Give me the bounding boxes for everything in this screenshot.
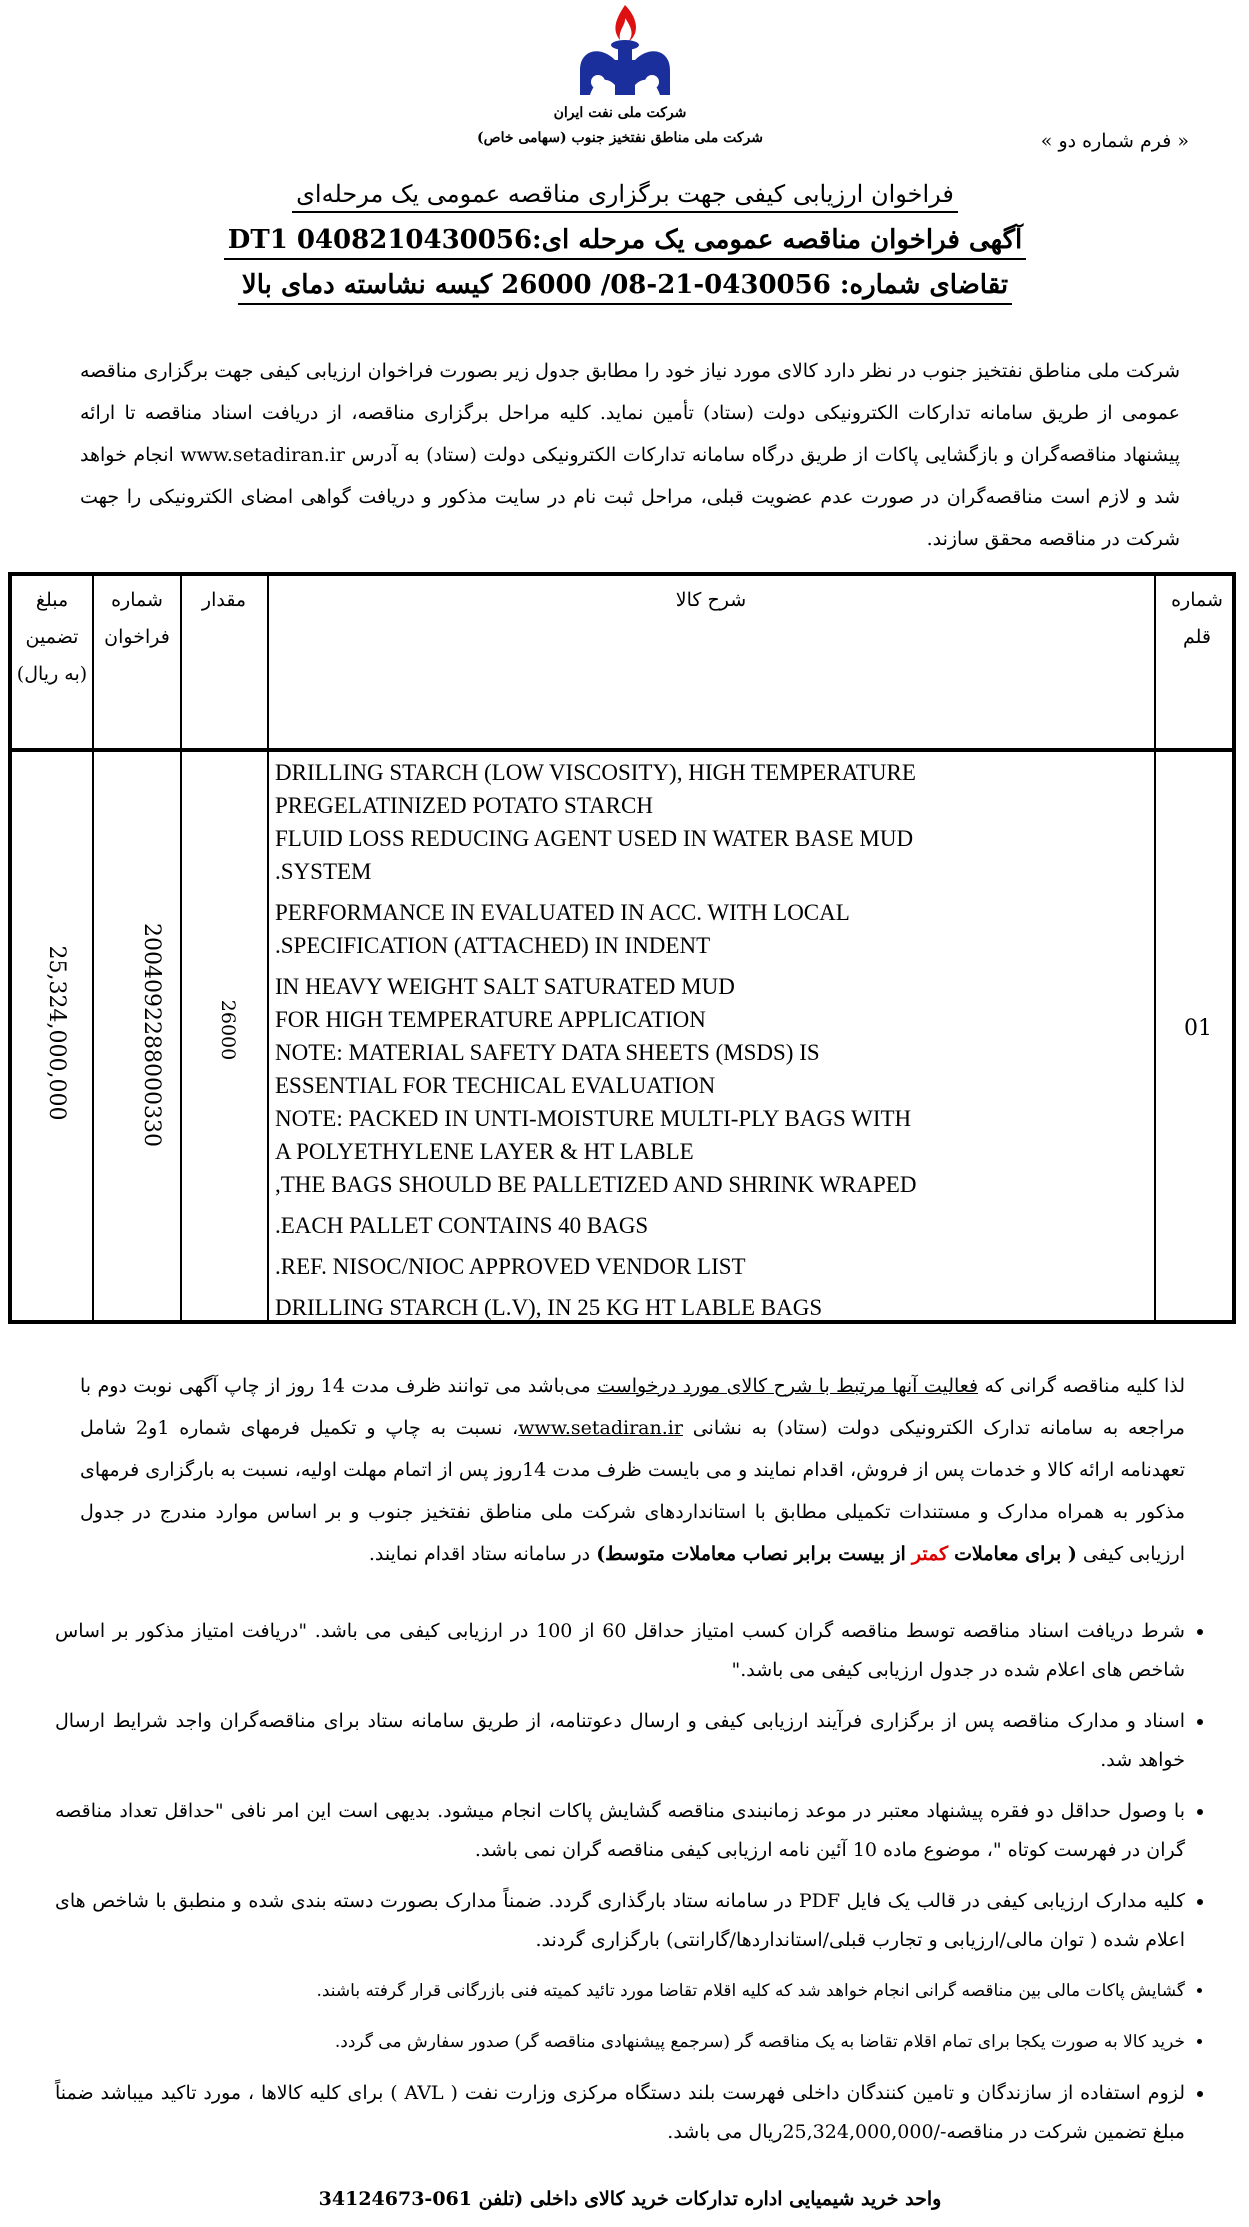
header-guarantee: مبلغ تضمین (به ریال) — [16, 589, 88, 685]
conditions-list — [55, 1612, 1215, 2164]
nioc-logo — [560, 0, 690, 110]
cell-call-no: 2004092288000330 — [139, 923, 164, 1147]
instructions-paragraph — [80, 1365, 1185, 1575]
description-line: .EACH PALLET CONTAINS 40 BAGS — [275, 1213, 649, 1238]
condition-item: • اسناد و مدارک مناقصه پس از برگزاری فرآیند ارزیابی کیفی و ارسال دعوتنامه، از طریق سامانه ستاد برای مناقصه‌گران واجد شرایط ارسال خواهد شد. — [55, 1702, 1185, 1780]
body-text: لذا کلیه مناقصه گرانی که — [984, 1375, 1186, 1397]
condition-item: • گشایش پاکات مالی بین مناقصه گرانی انجام خواهد شد که کلیه اقلام تقاضا مورد تائید کمیته فنی بازرگانی قرار گرفته باشند. — [55, 1972, 1185, 2011]
condition-item: • شرط دریافت اسناد مناقصه توسط مناقصه گران کسب امتیاز حداقل 60 از 100 در ارزیابی کیفی می باشد. "دریافت امتیاز مذکور بر اساس شاخص های اعلام شده در جدول ارزیابی کیفی می باشد." — [55, 1612, 1185, 1690]
notice-title: فراخوان ارزیابی کیفی جهت برگزاری مناقصه عمومی یک مرحله‌ای — [150, 180, 1100, 213]
body-text: در سامانه ستاد اقدام نمایند. — [368, 1543, 591, 1565]
column-divider — [92, 576, 94, 1320]
description-line: .SPECIFICATION (ATTACHED) IN INDENT — [275, 933, 711, 958]
body-underlined-text: فعالیت آنها مرتبط با شرح کالای مورد درخواست — [597, 1375, 979, 1397]
org-name-line1: شرکت ملی نفت ایران — [553, 105, 687, 121]
description-line: NOTE: PACKED IN UNTI-MOISTURE MULTI-PLY BAGS WITH — [275, 1106, 912, 1131]
org-name-line2: شرکت ملی مناطق نفتخیز جنوب (سهامی خاص) — [477, 130, 763, 146]
cell-quantity: 26000 — [217, 999, 239, 1061]
description-line: DRILLING STARCH (LOW VISCOSITY), HIGH TEMPERATURE — [275, 760, 916, 785]
header-description: شرح کالا — [675, 589, 747, 611]
intro-paragraph: شرکت ملی مناطق نفتخیز جنوب در نظر دارد کالای مورد نیاز خود را مطابق جدول زیر بصورت فراخوان ارزیابی کیفی جهت برگزاری مناقصه عمومی از طریق سامانه تدارکات الکترونیکی دولت (ستاد) تأمین نماید. کلیه مراحل برگزاری مناقصه، از دریافت اسناد مناقصه تا ارائه پیشنهاد مناقصه‌گران و بازگشایی پاکات از طریق درگاه سامانه تدارکات الکترونیکی دولت (ستاد) به آدرس www.setadiran.ir انجام خواهد شد و لازم است مناقصه‌گران در صورت عدم عضویت قبلی، مراحل ثبت نام در سایت مذکور و دریافت گواهی امضای الکترونیکی را جهت شرکت در مناقصه محقق سازند. — [80, 360, 1180, 550]
items-table — [8, 572, 1236, 1324]
description-line: ,THE BAGS SHOULD BE PALLETIZED AND SHRINK WRAPED — [275, 1172, 917, 1197]
cell-item-no: 01 — [1184, 1016, 1212, 1041]
header-call-no: شماره فراخوان — [104, 589, 170, 648]
header-quantity: مقدار — [201, 589, 247, 611]
body-red-text: کمتر — [911, 1543, 949, 1565]
contact-footer: واحد خرید شیمیایی اداره تدارکات خرید کالای داخلی (تلفن 061-34124673 — [318, 2188, 942, 2210]
description-line: NOTE: MATERIAL SAFETY DATA SHEETS (MSDS) IS — [275, 1040, 820, 1065]
description-line: IN HEAVY WEIGHT SALT SATURATED MUD — [275, 974, 735, 999]
body-text: ( برای معاملات — [954, 1543, 1077, 1565]
body-text: می‌باشد می توانند ظرف مدت 14 روز از چاپ آگهی نوبت دوم با مراجعه به سامانه تدارک الکترونیکی دولت (ستاد) به نشانی — [80, 1375, 1185, 1439]
description-line: ESSENTIAL FOR TECHICAL EVALUATION — [275, 1073, 716, 1098]
form-number: « فرم شماره دو » — [1040, 130, 1189, 152]
tender-number-title: آگهی فراخوان مناقصه عمومی یک مرحله ای:0408210430056 DT1 — [150, 225, 1100, 260]
condition-item: • با وصول حداقل دو فقره پیشنهاد معتبر در موعد زمانبندی مناقصه گشایش پاکات انجام میشود. بدیهی است این امر نافی "حداقل تعداد مناقصه گران در فهرست کوتاه "، موضوع ماده 10 آئین نامه ارزیابی کیفی مناقصه گران نمی باشد. — [55, 1792, 1185, 1870]
setadiran-link[interactable]: www.setadiran.ir — [518, 1417, 683, 1439]
body-text: از بیست برابر نصاب معاملات متوسط) — [596, 1543, 906, 1565]
header-item-no: شماره قلم — [1171, 589, 1223, 648]
description-line: .SYSTEM — [275, 859, 372, 884]
description-line: .REF. NISOC/NIOC APPROVED VENDOR LIST — [275, 1254, 746, 1279]
cell-guarantee: 25,324,000,000 — [44, 945, 69, 1121]
condition-item: • کلیه مدارک ارزیابی کیفی در قالب یک فایل PDF در سامانه ستاد بارگذاری گردد. ضمناً مدارک بصورت دسته بندی شده و منطبق با شاخص های اعلام شده ( توان مالی/ارزیابی و تجارب قبلی/استانداردها/گارانتی) بارگزاری گردند. — [55, 1882, 1185, 1960]
description-line: PERFORMANCE IN EVALUATED IN ACC. WITH LOCAL — [275, 900, 850, 925]
description-line: A POLYETHYLENE LAYER & HT LABLE — [275, 1139, 694, 1164]
cell-description — [275, 756, 1155, 1324]
condition-item: • خرید کالا به صورت یکجا برای تمام اقلام تقاضا به یک مناقصه گر (سرجمع پیشنهادی مناقصه گر) صدور سفارش می گردد. — [55, 2023, 1185, 2062]
description-line: FLUID LOSS REDUCING AGENT USED IN WATER BASE MUD — [275, 826, 914, 851]
column-divider — [180, 576, 182, 1320]
condition-item: • لزوم استفاده از سازندگان و تامین کنندگان داخلی فهرست بلند دستگاه مرکزی وزارت نفت ( AVL ) برای کلیه کالاها ، مورد تاکید میباشد ضمناً مبلغ تضمین شرکت در مناقصه-/25,324,000,000ریال می باشد. — [55, 2074, 1185, 2152]
body-text: ، نسبت به چاپ و تکمیل فرمهای شماره 1و2 شامل تعهدنامه ارائه کالا و خدمات پس از فروش، اقدام نمایند و می بایست ظرف مدت 14روز پس از اتمام مهلت اولیه، نسبت به بارگزاری فرمهای مذکور به همراه مدارک و مستندات تکمیلی مطابق با استانداردهای شرکت ملی مناطق نفتخیز جنوب و بر اساس موارد مندرج در جدول ارزیابی کیفی — [80, 1417, 1185, 1565]
description-line: FOR HIGH TEMPERATURE APPLICATION — [275, 1007, 706, 1032]
description-line: DRILLING STARCH (L.V), IN 25 KG HT LABLE BAGS — [275, 1295, 823, 1320]
header-separator — [12, 748, 1232, 752]
description-line: PREGELATINIZED POTATO STARCH — [275, 793, 653, 818]
column-divider — [267, 576, 269, 1320]
request-number-title: تقاضای شماره: 0430056-21-08/ 26000 کیسه نشاسته دمای بالا — [150, 270, 1100, 305]
